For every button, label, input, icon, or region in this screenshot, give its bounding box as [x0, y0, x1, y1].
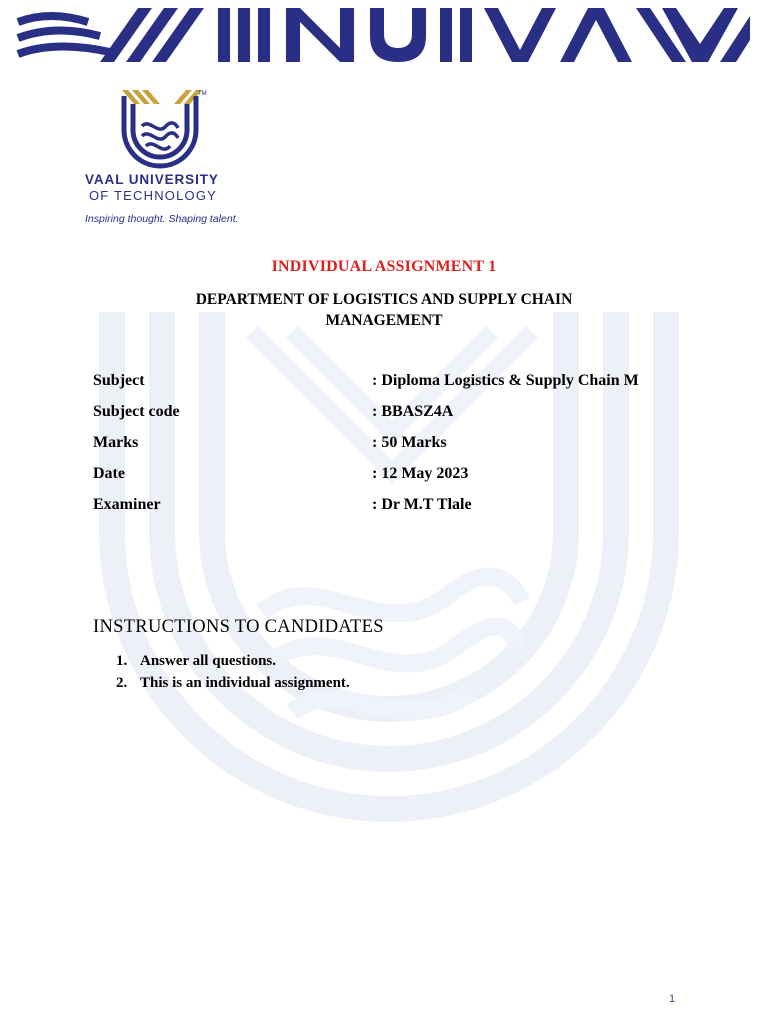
- page-number: 1: [668, 993, 676, 1005]
- university-tagline: Inspiring thought. Shaping talent.: [85, 213, 239, 225]
- instruction-number: 1.: [116, 653, 128, 669]
- detail-label: Subject code: [93, 403, 180, 420]
- university-name: VAAL UNIVERSITY: [85, 172, 219, 187]
- detail-value: : 50 Marks: [372, 434, 447, 451]
- instruction-number: 2.: [116, 674, 128, 691]
- assignment-title: INDIVIDUAL ASSIGNMENT 1: [271, 258, 497, 275]
- detail-label: Subject: [93, 372, 145, 389]
- detail-label: Examiner: [93, 496, 161, 513]
- header-pattern-banner: [0, 0, 768, 70]
- instruction-text: Answer all questions.: [140, 653, 276, 669]
- university-logo-icon: [118, 86, 210, 172]
- trademark-symbol: TM: [198, 91, 207, 97]
- detail-value: : 12 May 2023: [372, 465, 469, 482]
- detail-value: : Dr M.T Tlale: [372, 496, 472, 513]
- instructions-heading: INSTRUCTIONS TO CANDIDATES: [93, 617, 384, 637]
- university-subname: OF TECHNOLOGY: [89, 188, 218, 203]
- detail-label: Marks: [93, 434, 139, 451]
- instruction-text: This is an individual assignment.: [140, 674, 350, 691]
- department-title: DEPARTMENT OF LOGISTICS AND SUPPLY CHAIN MANAGEMENT: [195, 291, 573, 329]
- detail-value: : BBASZ4A: [372, 403, 454, 420]
- detail-value: : Diploma Logistics & Supply Chain M: [372, 372, 639, 389]
- detail-label: Date: [93, 465, 125, 482]
